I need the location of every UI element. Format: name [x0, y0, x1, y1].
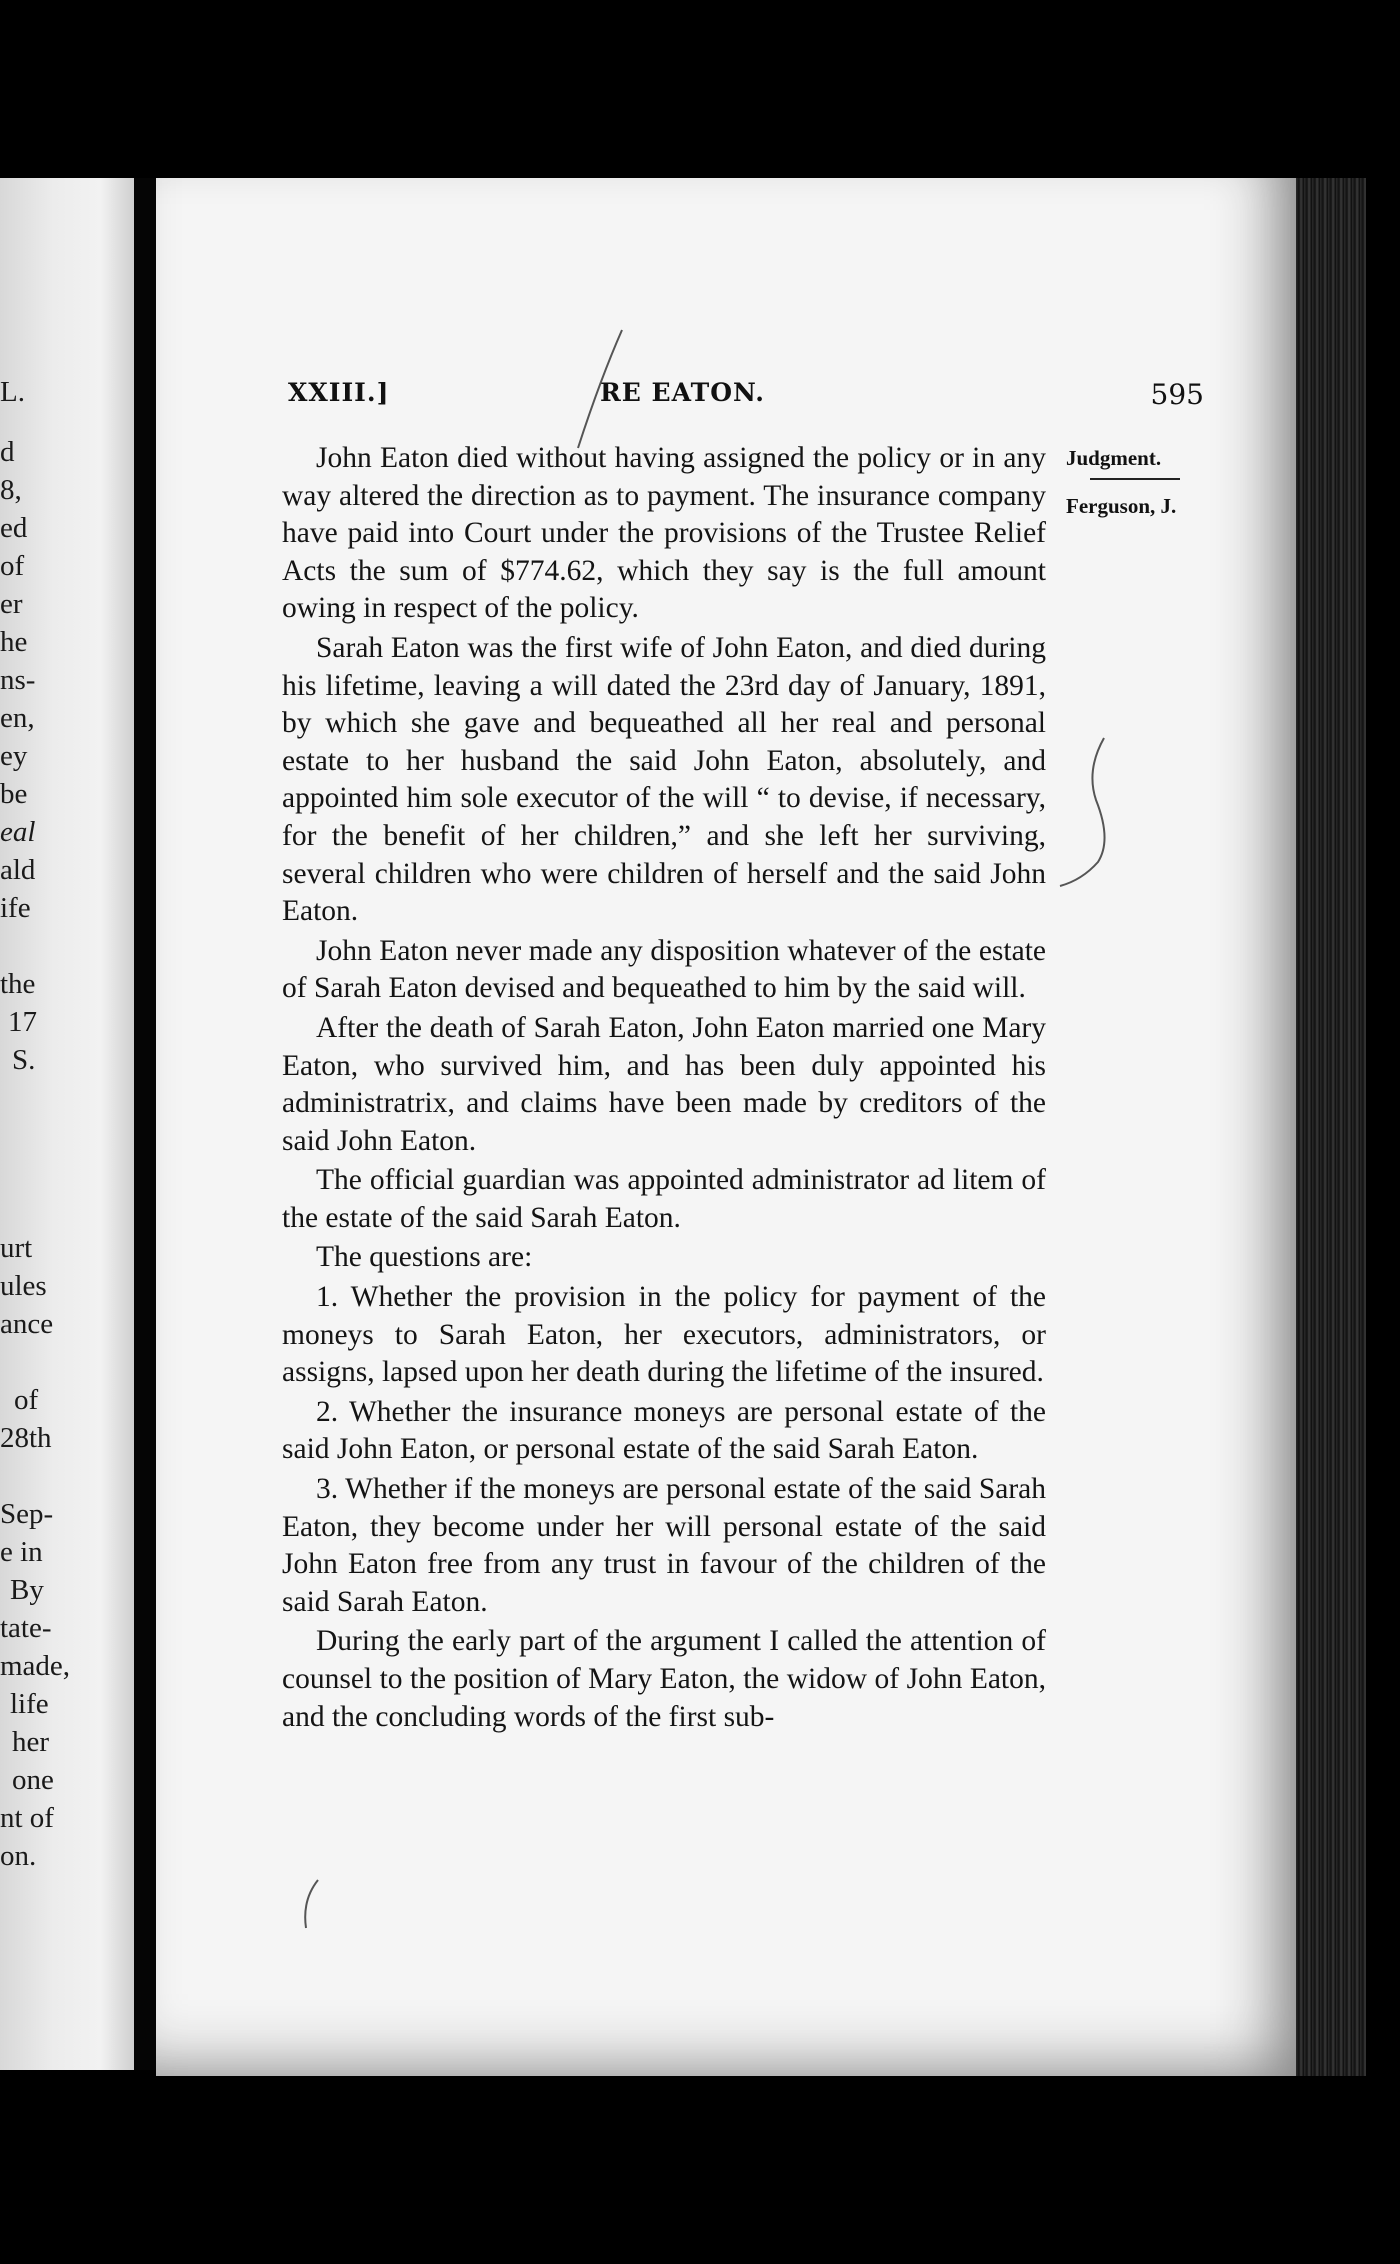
left-fragment: en,: [0, 702, 35, 734]
left-fragment: ance: [0, 1308, 54, 1340]
left-fragment: life: [10, 1688, 49, 1720]
margin-note-judge: Ferguson, J.: [1066, 494, 1177, 518]
left-fragment: S.: [12, 1044, 36, 1076]
left-fragment: nt of: [0, 1802, 54, 1834]
paragraph: The official guardian was appointed administrator ad litem of the estate of the said Sarah Eaton.: [282, 1164, 1046, 1234]
left-fragment: ey: [0, 740, 28, 772]
left-fragment: L.: [0, 376, 25, 408]
paragraph: John Eaton never made any disposition whatever of the estate of Sarah Eaton devised and bequeathed to him by the said will.: [282, 934, 1046, 1005]
left-fragment: 8,: [0, 474, 22, 506]
margin-note-judgment: Judgment.: [1066, 446, 1162, 470]
left-fragment: on.: [0, 1840, 37, 1872]
left-page-text: [0, 178, 134, 2070]
left-fragment: ns-: [0, 664, 36, 696]
paragraph: Sarah Eaton was the first wife of John Eaton, and died during his lifetime, leaving a will dated the 23rd day of January, 1891, by which she gave and bequeathed all her real and personal estate to her husband the said John Eaton, absolutely, and appointed him sole executor of the will “ to devise, if necessary, for the benefit of her children,” and she left her surviving, several children who were children of herself and the said John Eaton.: [282, 631, 1046, 928]
paragraph: 2. Whether the insurance moneys are personal estate of the said John Eaton, or personal estate of the said Sarah Eaton.: [282, 1395, 1046, 1466]
left-fragment: ules: [0, 1270, 47, 1302]
left-fragment: ife: [0, 892, 31, 924]
left-fragment: of: [0, 550, 25, 582]
left-fragment: ed: [0, 512, 28, 544]
left-facing-page: [0, 178, 134, 2070]
left-fragment: 17: [8, 1006, 37, 1038]
paragraph: During the early part of the argument I called the attention of counsel to the position of Mary Eaton, the widow of John Eaton, and the concluding words of the first sub-: [282, 1625, 1046, 1733]
left-fragment: of: [14, 1384, 39, 1416]
running-header: [288, 378, 1204, 418]
left-fragment: tate-: [0, 1612, 52, 1644]
left-fragment: By: [10, 1574, 44, 1606]
left-fragment: d: [0, 436, 15, 468]
section-number: XXIII.]: [288, 378, 390, 407]
left-fragment: one: [12, 1764, 54, 1796]
left-fragment: her: [12, 1726, 50, 1758]
book-gutter: [134, 178, 156, 2070]
page-number: 595: [1150, 378, 1204, 411]
left-fragment: Sep-: [0, 1498, 54, 1530]
left-fragment: the: [0, 968, 36, 1000]
left-fragment: ald: [0, 854, 36, 886]
left-fragment: eal: [0, 816, 36, 848]
paragraph: The questions are:: [316, 1241, 533, 1274]
paragraph: After the death of Sarah Eaton, John Eaton married one Mary Eaton, who survived him, and has been duly appointed his administratrix, and claims have been made by creditors of the said John Eaton.: [282, 1011, 1046, 1157]
page-edges: [1296, 178, 1366, 2076]
running-title: RE EATON.: [600, 378, 765, 407]
left-fragment: be: [0, 778, 28, 810]
paragraph: John Eaton died without having assigned the policy or in any way altered the direction as to payment. The insurance company have paid into Court under the provisions of the Trustee Relief Acts the sum of $774.62, which they say is the full amount owing in respect of the policy.: [282, 442, 1046, 625]
left-fragment: er: [0, 588, 23, 620]
left-fragment: made,: [0, 1650, 71, 1682]
left-fragment: 28th: [0, 1422, 52, 1454]
left-fragment: urt: [0, 1232, 33, 1264]
left-fragment: he: [0, 626, 28, 658]
paragraph: 3. Whether if the moneys are personal estate of the said Sarah Eaton, they become under her will personal estate of the said John Eaton free from any trust in favour of the children of the said Sarah Eaton.: [282, 1473, 1046, 1618]
margin-note-rule: [1090, 478, 1180, 480]
left-fragment: e in: [0, 1536, 43, 1568]
body-text: [282, 440, 1046, 1736]
paragraph: 1. Whether the provision in the policy for payment of the moneys to Sarah Eaton, her executors, administrators, or assigns, lapsed upon her death during the lifetime of the insured.: [282, 1281, 1046, 1389]
